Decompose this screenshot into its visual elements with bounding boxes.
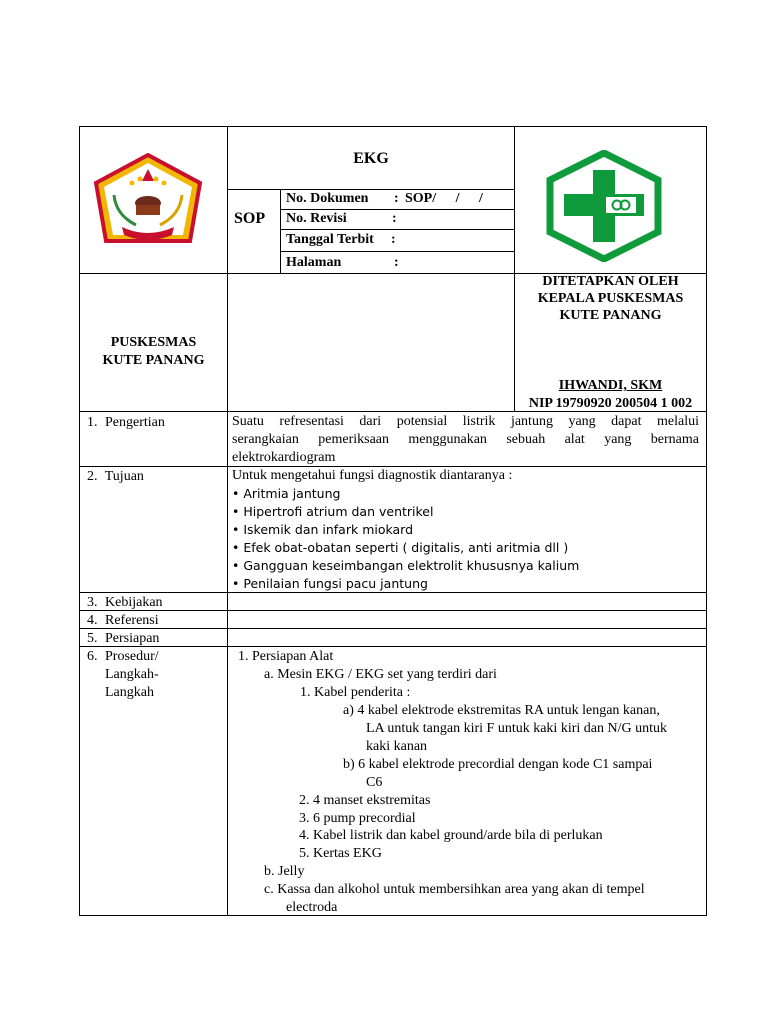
tujuan-intro: Untuk mengetahui fungsi diagnostik diantaranya : xyxy=(232,468,513,483)
prosedur-step: a) 4 kabel elektrode ekstremitas RA untuk lengan kanan, xyxy=(343,703,660,718)
label-tujuan: 2. Tujuan xyxy=(87,469,144,484)
pengertian-line2: serangkaian pemeriksaan menggunakan sebuah alat yang bernama xyxy=(232,432,699,447)
tujuan-item: • Hipertrofi atrium dan ventrikel xyxy=(232,504,434,519)
prosedur-step: LA untuk tangan kiri F untuk kaki kiri dan N/G untuk xyxy=(366,721,667,736)
prosedur-step: electroda xyxy=(286,900,338,915)
meta-value-no-dokumen: SOP/ / / xyxy=(405,191,483,206)
approval-line2: KEPALA PUSKESMAS xyxy=(537,291,684,306)
org-name-line1: PUSKESMAS xyxy=(110,335,197,350)
prosedur-step: 3. 6 pump precordial xyxy=(299,811,416,826)
label-persiapan: 5. Persiapan xyxy=(87,631,160,646)
meta-sep-no-dokumen: : xyxy=(394,191,399,206)
org-name-line2: KUTE PANANG xyxy=(102,353,205,368)
tujuan-item: • Gangguan keseimbangan elektrolit khususnya kalium xyxy=(232,558,580,573)
meta-label-no-dokumen: No. Dokumen xyxy=(286,191,369,206)
prosedur-step: 5. Kertas EKG xyxy=(299,846,382,861)
kemenkes-logo-icon xyxy=(546,150,662,262)
prosedur-step: 2. 4 manset ekstremitas xyxy=(299,793,431,808)
pengertian-line3: elektrokardiogram xyxy=(232,450,336,465)
signer-name: IHWANDI, SKM xyxy=(558,378,663,393)
approval-line1: DITETAPKAN OLEH xyxy=(542,274,679,289)
meta-sep-tanggal-terbit: : xyxy=(391,232,396,247)
prosedur-step: c. Kassa dan alkohol untuk membersihkan area yang akan di tempel xyxy=(264,882,645,897)
approval-line3: KUTE PANANG xyxy=(559,308,662,323)
prosedur-step: 4. Kabel listrik dan kabel ground/arde bila di perlukan xyxy=(299,828,603,843)
prosedur-step: a. Mesin EKG / EKG set yang terdiri dari xyxy=(264,667,497,682)
signer-nip: NIP 19790920 200504 1 002 xyxy=(528,396,693,411)
meta-label-no-revisi: No. Revisi xyxy=(286,211,347,226)
meta-label-tanggal-terbit: Tanggal Terbit xyxy=(286,232,374,247)
prosedur-step: b) 6 kabel elektrode precordial dengan kode C1 sampai xyxy=(343,757,653,772)
pengertian-line1: Suatu refresentasi dari potensial listrik jantung yang dapat melalui xyxy=(232,414,699,429)
prosedur-step: b. Jelly xyxy=(264,864,305,879)
tujuan-item: • Iskemik dan infark miokard xyxy=(232,522,414,537)
prosedur-step: 1. Persiapan Alat xyxy=(238,649,334,664)
tujuan-item: • Penilaian fungsi pacu jantung xyxy=(232,576,428,591)
label-prosedur-line3: Langkah xyxy=(105,685,154,700)
meta-sep-halaman: : xyxy=(394,255,399,270)
label-referensi: 4. Referensi xyxy=(87,613,159,628)
label-pengertian: 1. Pengertian xyxy=(87,415,165,430)
tujuan-item: • Aritmia jantung xyxy=(232,486,341,501)
meta-sep-no-revisi: : xyxy=(392,211,397,226)
prosedur-step: 1. Kabel penderita : xyxy=(300,685,411,700)
prosedur-step: kaki kanan xyxy=(366,739,428,754)
regional-emblem-icon xyxy=(92,153,204,245)
label-prosedur-line1: 6. Prosedur/ xyxy=(87,649,159,664)
sop-label: SOP xyxy=(234,210,266,227)
meta-label-halaman: Halaman xyxy=(286,255,342,270)
label-kebijakan: 3. Kebijakan xyxy=(87,595,163,610)
document-title: EKG xyxy=(353,150,389,167)
tujuan-item: • Efek obat-obatan seperti ( digitalis, anti aritmia dll ) xyxy=(232,540,569,555)
label-prosedur-line2: Langkah- xyxy=(105,667,159,682)
prosedur-step: C6 xyxy=(366,775,383,790)
